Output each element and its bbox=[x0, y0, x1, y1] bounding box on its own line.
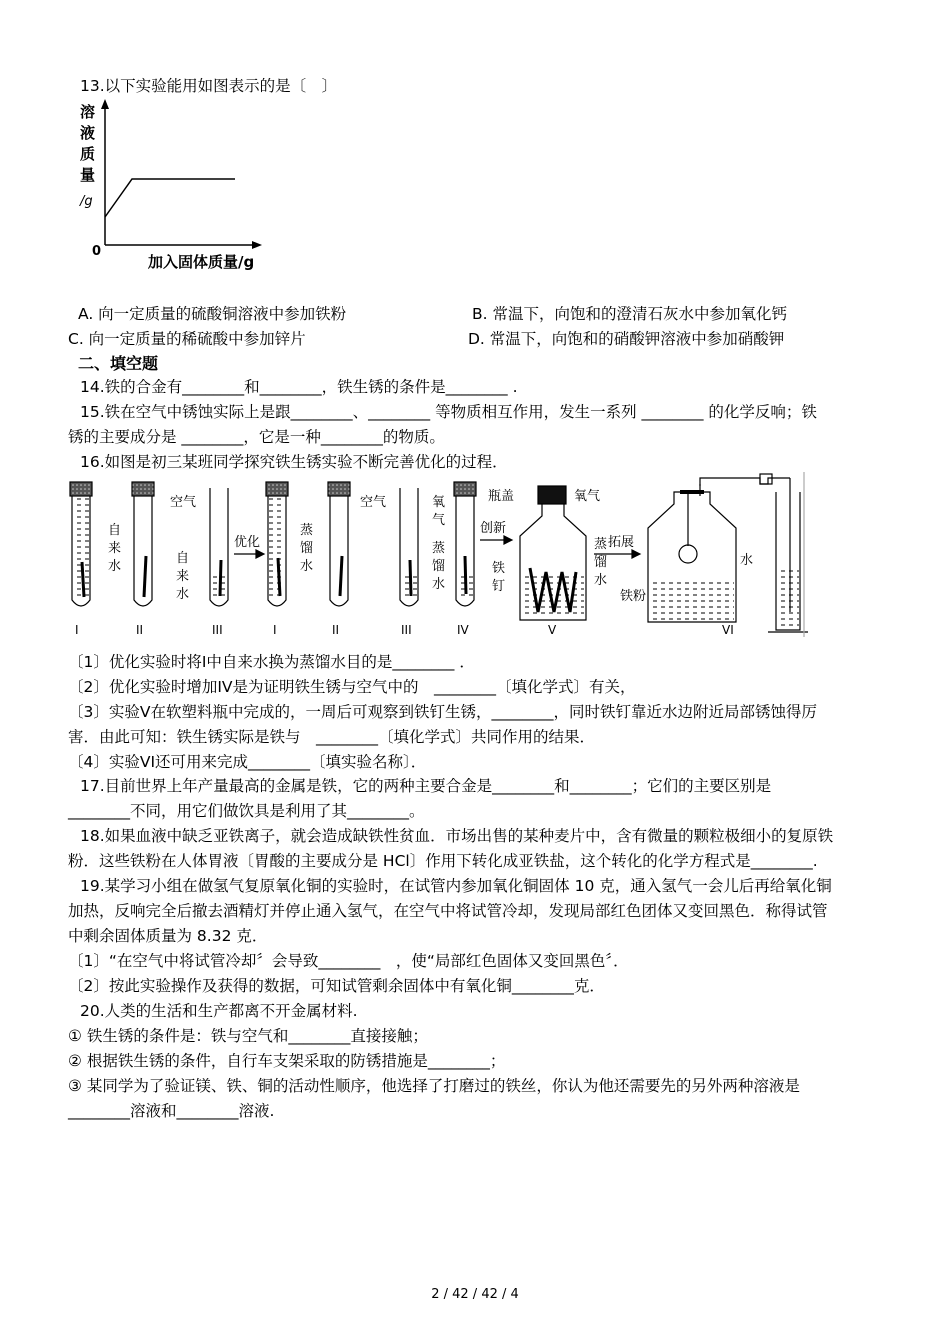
q16-label-innovate: 创新 bbox=[480, 521, 507, 536]
q16-label-tap3-3: 水 bbox=[176, 587, 190, 602]
q16-roman-5: II bbox=[332, 623, 340, 637]
page-number: 2 / 42 / 42 / 4 bbox=[431, 1287, 519, 1302]
q20-cond-1: ① 铁生锈的条件是：铁与空气和________直接接触； bbox=[68, 1027, 428, 1045]
q16-label-cap: 瓶盖 bbox=[488, 489, 515, 504]
q16-label-distilled5-3: 水 bbox=[594, 573, 608, 588]
q19-line-3: 中剩余固体质量为 8.32 克． bbox=[68, 927, 268, 945]
q13-ylabel-4: 量 bbox=[80, 166, 96, 184]
q16-label-tap-3: 水 bbox=[108, 559, 122, 574]
q16-label-air-2: 空气 bbox=[360, 495, 387, 510]
q20-cond-3a: ③ 某同学为了验证镁、铁、铜的活动性顺序，他选择了打磨过的铁丝，你认为他还需要先的另外两种溶液是 bbox=[68, 1077, 800, 1095]
q16-roman-8: V bbox=[548, 623, 557, 637]
q13-graph bbox=[70, 95, 290, 275]
q16-roman-7: IV bbox=[457, 623, 469, 637]
q16-line-1: 16.如图是初三某班同学探究铁生锈实验不断完善优化的过程． bbox=[80, 453, 508, 471]
q19-sub-2: 〔2〕按此实验操作及获得的数据，可知试管剩余固体中有氧化铜________克． bbox=[68, 977, 605, 995]
q13-option-c: C. 向一定质量的稀硫酸中参加锌片 bbox=[68, 330, 306, 348]
q16-label-distilled5-1: 蒸 bbox=[594, 537, 608, 552]
q13-ylabel-2: 液 bbox=[80, 124, 96, 142]
q19-line-2: 加热，反响完全后撤去酒精灯并停止通入氢气，在空气中将试管冷却，发现局部红色团体又变回黑色．称得试管 bbox=[68, 902, 828, 920]
q16-sub-4: 〔4〕实验VI还可用来完成________〔填实验名称〕． bbox=[68, 753, 427, 771]
q16-label-air-1: 空气 bbox=[170, 495, 197, 510]
q13-curve bbox=[105, 179, 235, 217]
q16-roman-3: III bbox=[212, 623, 223, 637]
section-fill-in-title: 二、填空题 bbox=[78, 354, 159, 373]
q16-sub-3a: 〔3〕实验V在软塑料瓶中完成的，一周后可观察到铁钉生锈，________，同时铁钉靠近水边附近局部锈蚀得厉 bbox=[68, 703, 817, 721]
q16-label-tap3-2: 来 bbox=[176, 569, 190, 584]
q16-roman-2: II bbox=[136, 623, 144, 637]
q13-stem: 13.以下实验能用如图表示的是〔 〕 bbox=[80, 77, 338, 95]
q16-roman-1: I bbox=[75, 623, 79, 637]
q16-label-optimize: 优化 bbox=[234, 535, 261, 550]
q19-sub-1: 〔1〕“在空气中将试管冷却〞会导致________ ，使“局部红色固体又变回黑色〞． bbox=[68, 952, 629, 970]
q13-option-a: A. 向一定质量的硫酸铜溶液中参加铁粉 bbox=[78, 305, 347, 323]
q16-sub-2: 〔2〕优化实验时增加IV是为证明铁生锈与空气中的 ________〔填化学式〕有关， bbox=[68, 678, 636, 696]
q16-label-oxygen-1: 氧 bbox=[432, 495, 446, 510]
q16-label-nail-2: 钉 bbox=[492, 579, 506, 594]
q16-label-distilled4-2: 馏 bbox=[432, 559, 446, 574]
q13-ylabel-3: 质 bbox=[80, 145, 96, 163]
q13-option-d: D. 常温下，向饱和的硝酸钾溶液中参加硝酸钾 bbox=[468, 330, 785, 348]
q16-figure bbox=[60, 472, 820, 642]
q15-line-2: 锈的主要成分是 ________，它是一种________的物质。 bbox=[68, 428, 445, 446]
q16-label-distilled-3: 水 bbox=[300, 559, 314, 574]
q16-roman-6: III bbox=[401, 623, 412, 637]
q16-label-extend: 拓展 bbox=[608, 535, 635, 550]
q16-label-oxygen-h: 氧气 bbox=[574, 489, 601, 504]
q18-line-1: 18.如果血液中缺乏亚铁离子，就会造成缺铁性贫血．市场出售的某种麦片中，含有微量的颗粒极细小的复原铁 bbox=[80, 827, 834, 845]
q16-label-water: 水 bbox=[740, 553, 754, 568]
q20-cond-2: ② 根据铁生锈的条件，自行车支架采取的防锈措施是________； bbox=[68, 1052, 506, 1070]
q16-label-tap3-1: 自 bbox=[176, 551, 190, 566]
q20-line-1: 20.人类的生活和生产都离不开金属材料. bbox=[80, 1002, 358, 1020]
q19-line-1: 19.某学习小组在做氢气复原氧化铜的实验时，在试管内参加氧化铜固体 10 克，通入氢气一会儿后再给氧化铜 bbox=[80, 877, 832, 895]
q16-sub-1: 〔1〕优化实验时将I中自来水换为蒸馏水目的是________ ． bbox=[68, 653, 475, 671]
q16-label-oxygen-2: 气 bbox=[432, 513, 446, 528]
q13-option-b: B. 常温下，向饱和的澄清石灰水中参加氧化钙 bbox=[472, 305, 787, 323]
q16-roman-9: VI bbox=[722, 623, 734, 637]
q16-label-distilled5-2: 馏 bbox=[594, 555, 608, 570]
q13-yunit: /g bbox=[80, 194, 93, 209]
q15-line-1: 15.铁在空气中锈蚀实际上是跟________、________ 等物质相互作用，发生一系列 ________ 的化学反响；铁 bbox=[80, 403, 817, 421]
q14-line-1: 14.铁的合金有________和________，铁生锈的条件是________ . bbox=[80, 378, 518, 396]
q13-xlabel: 加入固体质量/g bbox=[148, 253, 255, 271]
q16-roman-4: I bbox=[273, 623, 277, 637]
q16-label-distilled-2: 馏 bbox=[300, 541, 314, 556]
q16-label-nail-1: 铁 bbox=[492, 561, 506, 576]
q13-origin: 0 bbox=[92, 244, 102, 259]
q16-label-distilled4-3: 水 bbox=[432, 577, 446, 592]
q13-ylabel-1: 溶 bbox=[80, 103, 96, 121]
q16-label-iron-powder: 铁粉 bbox=[620, 589, 647, 604]
q17-line-1: 17.目前世界上年产量最高的金属是铁，它的两种主要合金是________和________；它们的主要区别是 bbox=[80, 777, 772, 795]
q16-label-distilled-1: 蒸 bbox=[300, 523, 314, 538]
q20-cond-3b: ________溶液和________溶液. bbox=[68, 1102, 275, 1120]
q16-label-tap-2: 来 bbox=[108, 541, 122, 556]
q16-label-tap-1: 自 bbox=[108, 523, 122, 538]
q16-sub-3b: 害．由此可知：铁生锈实际是铁与 ________〔填化学式〕共同作用的结果． bbox=[68, 728, 596, 746]
q18-line-2: 粉．这些铁粉在人体胃液〔胃酸的主要成分是 HCl〕作用下转化成亚铁盐，这个转化的化学方程式是________. bbox=[68, 852, 818, 870]
q17-line-2: ________不同，用它们做饮具是利用了其________。 bbox=[68, 802, 425, 820]
q16-label-distilled4-1: 蒸 bbox=[432, 541, 446, 556]
